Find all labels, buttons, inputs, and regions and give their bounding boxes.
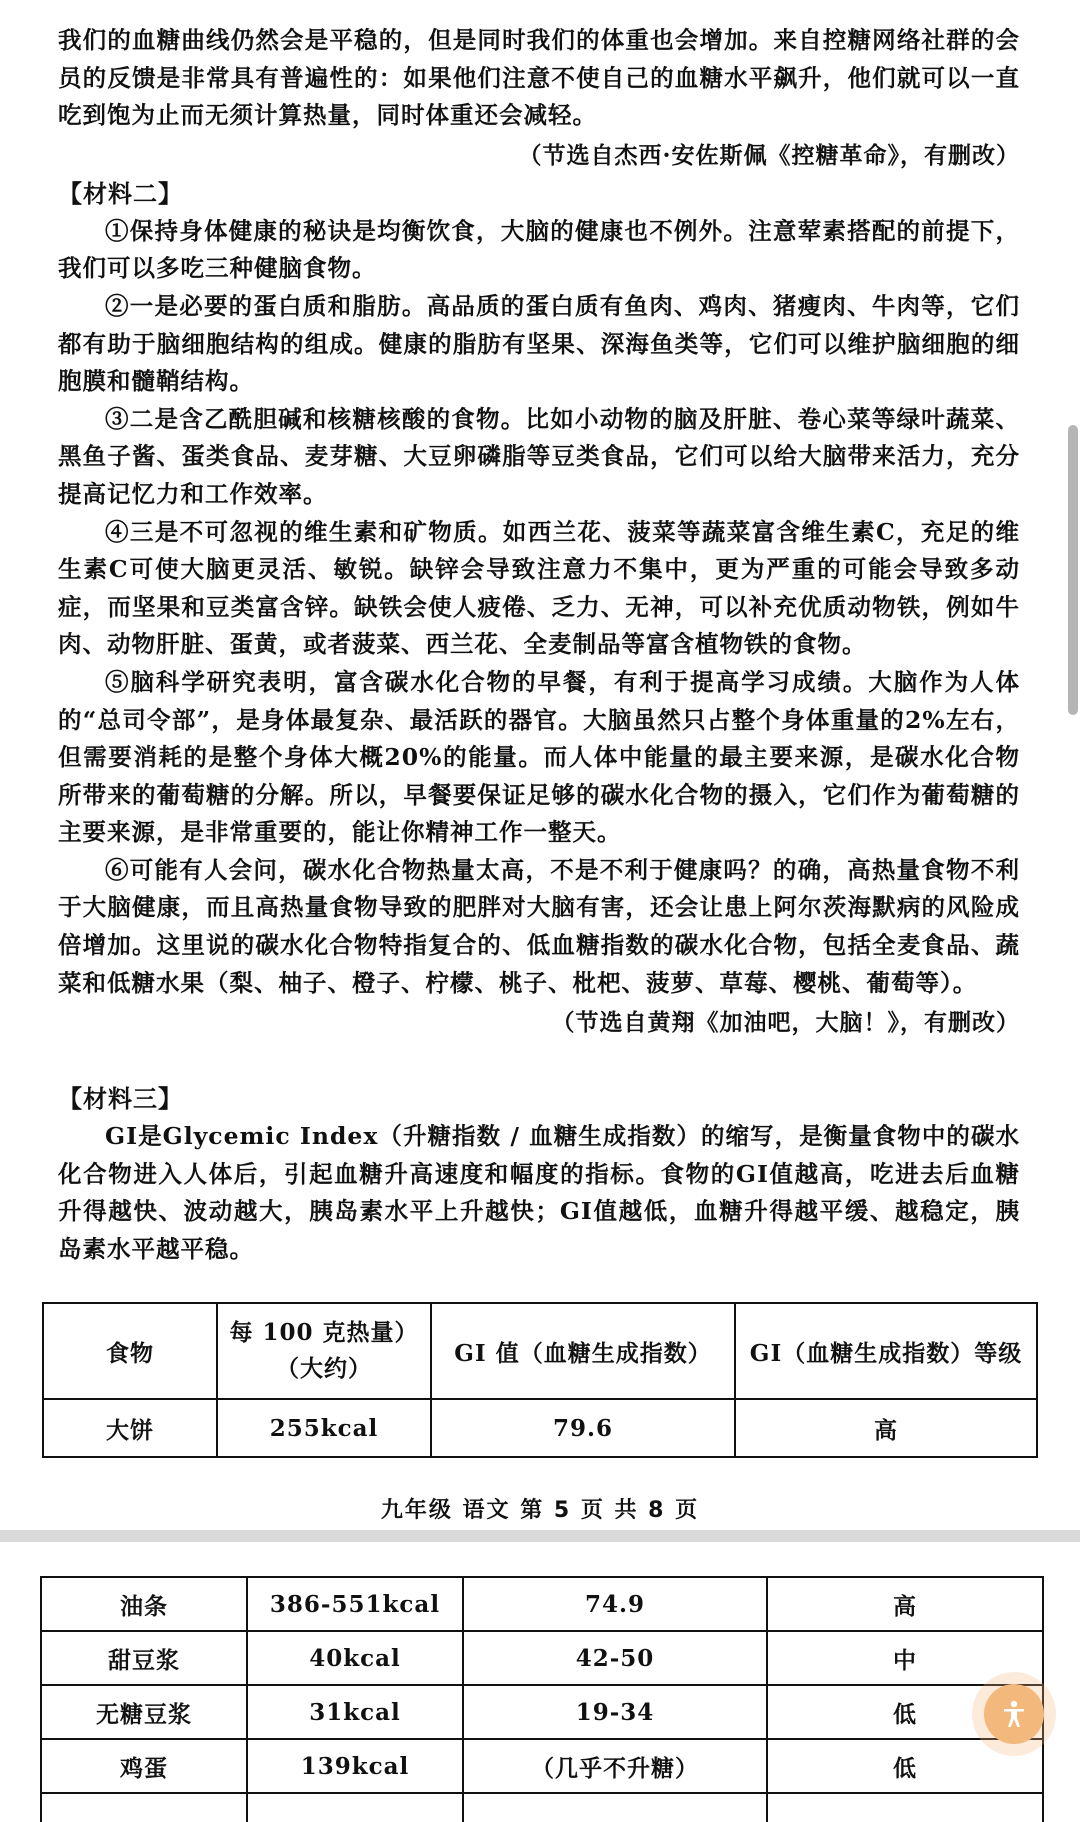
table-row bbox=[43, 1399, 1037, 1457]
gi-table-part1 bbox=[42, 1302, 1038, 1458]
cell-food: 油条 bbox=[41, 1577, 247, 1631]
scrollbar-thumb[interactable] bbox=[1068, 425, 1078, 715]
material3-heading: 【材料三】 bbox=[58, 1085, 183, 1114]
material2-paragraph-3: ③二是含乙酰胆碱和核糖核酸的食物。比如小动物的脑及肝脏、卷心菜等绿叶蔬菜、黑鱼子酱、蛋类食品、麦芽糖、大豆卵磷脂等豆类食品，它们可以给大脑带来活力，充分提高记忆力和工作效率。 bbox=[58, 404, 1020, 508]
table-header-row bbox=[43, 1303, 1037, 1399]
cell-food: 无糖豆浆 bbox=[41, 1685, 247, 1739]
cell-gi-level: 低 bbox=[767, 1685, 1043, 1739]
header-food: 食物 bbox=[43, 1303, 217, 1399]
exam-page-6-top bbox=[0, 1542, 1080, 1822]
header-gi-level: GI（血糖生成指数）等级 bbox=[735, 1303, 1037, 1399]
material2-paragraph-2: ②一是必要的蛋白质和脂肪。高品质的蛋白质有鱼肉、鸡肉、猪瘦肉、牛肉等，它们都有助于脑细胞结构的组成。健康的脂肪有坚果、深海鱼类等，它们可以维护脑细胞的细胞膜和髓鞘结构。 bbox=[58, 291, 1020, 396]
material2-source: （节选自黄翔《加油吧，大脑！》，有删改） bbox=[551, 1009, 1020, 1037]
cell-calories: 139kcal bbox=[247, 1739, 463, 1793]
cell-calories: 386-551kcal bbox=[247, 1577, 463, 1631]
material2-paragraph-4: ④三是不可忽视的维生素和矿物质。如西兰花、菠菜等蔬菜富含维生素C，充足的维生素C可使大脑更灵活、敏锐。缺锌会导致注意力不集中，更为严重的可能会导致多动症，而坚果和豆类富含锌。缺铁会使人疲倦、乏力、无神，可以补充优质动物铁，例如牛肉、动物肝脏、蛋黄，或者菠菜、西兰花、全麦制品等富含植物铁的食物。 bbox=[58, 517, 1020, 659]
cell-gi-value: （几乎不升糖） bbox=[463, 1739, 767, 1793]
material1-source: （节选自杰西·安佐斯佩《控糖革命》，有删改） bbox=[518, 141, 1020, 169]
table-row bbox=[41, 1685, 1043, 1739]
table-row bbox=[41, 1739, 1043, 1793]
material2-paragraph-6: ⑥可能有人会问，碳水化合物热量太高，不是不利于健康吗？的确，高热量食物不利于大脑健康，而且高热量食物导致的肥胖对大脑有害，还会让患上阿尔茨海默病的风险成倍增加。这里说的碳水化合物特指复合的、低血糖指数的碳水化合物，包括全麦食品、蔬菜和低糖水果（梨、柚子、橙子、柠檬、桃子、枇杷、菠萝、草莓、樱桃、葡萄等）。 bbox=[58, 855, 1020, 997]
header-calories: 每 100 克热量） （大约） bbox=[217, 1303, 431, 1399]
material1-paragraph: 我们的血糖曲线仍然会是平稳的，但是同时我们的体重也会增加。来自控糖网络社群的会员的反馈是非常具有普遍性的：如果他们注意不使自己的血糖水平飙升，他们就可以一直吃到饱为止而无须计算热量，同时体重还会减轻。 bbox=[58, 26, 1020, 130]
cell-food: 鸡蛋 bbox=[41, 1739, 247, 1793]
cell-gi-level: 高 bbox=[767, 1577, 1043, 1631]
cell-calories: 31kcal bbox=[247, 1685, 463, 1739]
cell-gi-value: 19-34 bbox=[463, 1685, 767, 1739]
cell-calories: 40kcal bbox=[247, 1631, 463, 1685]
header-gi-value: GI 值（血糖生成指数） bbox=[431, 1303, 735, 1399]
table-row-partial bbox=[41, 1793, 1043, 1822]
cell-gi-value: 42-50 bbox=[463, 1631, 767, 1685]
material2-paragraph-1: ①保持身体健康的秘诀是均衡饮食，大脑的健康也不例外。注意荤素搭配的前提下，我们可以多吃三种健脑食物。 bbox=[58, 216, 1020, 283]
material2-heading: 【材料二】 bbox=[58, 179, 183, 208]
cell-gi-level: 低 bbox=[767, 1739, 1043, 1793]
cell-food: 大饼 bbox=[43, 1399, 217, 1457]
material3-intro: GI是Glycemic Index（升糖指数 / 血糖生成指数）的缩写，是衡量食物中的碳水化合物进入人体后，引起血糖升高速度和幅度的指标。食物的GI值越高，吃进去后血糖升得越快、波动越大，胰岛素水平上升越快；GI值越低，血糖升得越平缓、越稳定，胰岛素水平越平稳。 bbox=[58, 1122, 1020, 1264]
page-content bbox=[58, 22, 1020, 1269]
accessibility-button[interactable] bbox=[984, 1684, 1044, 1744]
accessibility-icon bbox=[999, 1699, 1029, 1729]
table-row bbox=[41, 1631, 1043, 1685]
cell-gi-level: 高 bbox=[735, 1399, 1037, 1457]
material2-paragraph-5: ⑤脑科学研究表明，富含碳水化合物的早餐，有利于提高学习成绩。大脑作为人体的“总司令部”，是身体最复杂、最活跃的器官。大脑虽然只占整个身体重量的2%左右，但需要消耗的是整个身体大概20%的能量。而人体中能量的最主要来源，是碳水化合物所带来的葡萄糖的分解。所以，早餐要保证足够的碳水化合物的摄入，它们作为葡萄糖的主要来源，是非常重要的，能让你精神工作一整天。 bbox=[58, 667, 1020, 847]
gi-table-part2 bbox=[40, 1576, 1044, 1822]
cell-gi-value: 79.6 bbox=[431, 1399, 735, 1457]
table-row bbox=[41, 1577, 1043, 1631]
cell-calories: 255kcal bbox=[217, 1399, 431, 1457]
cell-gi-level: 中 bbox=[767, 1631, 1043, 1685]
page-footer: 九年级 语文 第 5 页 共 8 页 bbox=[380, 1498, 700, 1523]
cell-gi-value: 74.9 bbox=[463, 1577, 767, 1631]
cell-food: 甜豆浆 bbox=[41, 1631, 247, 1685]
